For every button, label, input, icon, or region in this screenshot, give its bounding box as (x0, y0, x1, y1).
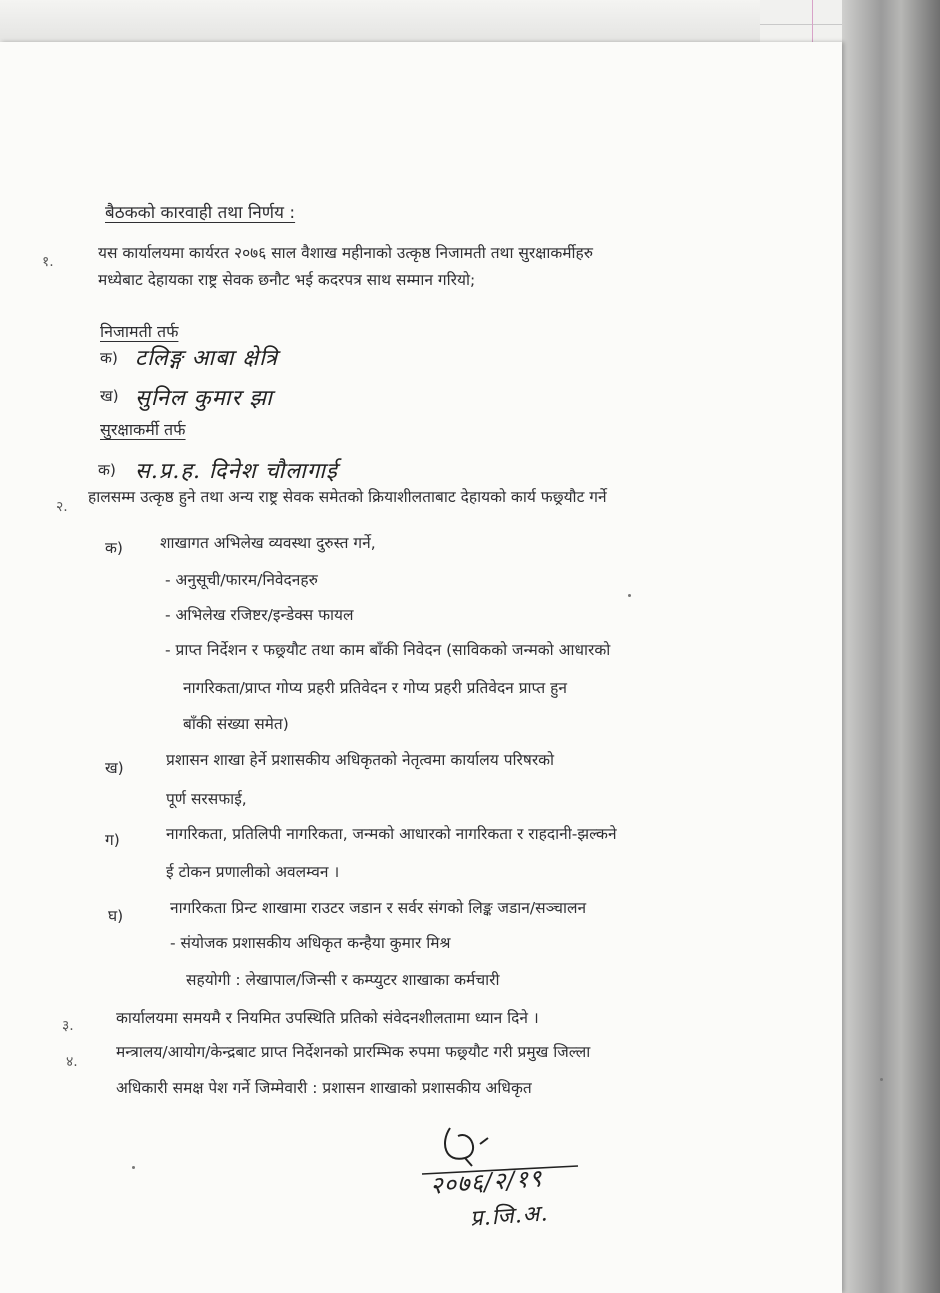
security-a-marker: क) (98, 461, 116, 479)
item-2-kha-line-1: प्रशासन शाखा हेर्ने प्रशासकीय अधिकृतको नेतृत्वमा कार्यालय परिषरको (166, 751, 555, 769)
item-4-line-1: मन्त्रालय/आयोग/केन्द्रबाट प्राप्त निर्देशनको प्रारम्भिक रुपमा फछ्र्यौट गरी प्रमुख जिल्ला (116, 1043, 591, 1061)
item-2-ka-bullet-2: - अभिलेख रजिष्टर/इन्डेक्स फायल (165, 606, 354, 624)
item-4-number: ४. (66, 1054, 78, 1070)
scan-shadow-edge (842, 0, 940, 1293)
item-2-ga-line-1: नागरिकता, प्रतिलिपी नागरिकता, जन्मको आधारको नागरिकता र राहदानी-झल्कने (166, 825, 617, 843)
item-2-line-1: हालसम्म उत्कृष्ठ हुने तथा अन्य राष्ट्र सेवक समेतको क्रियाशीलताबाट देहायको कार्य फछ्र्यौट गर्ने (88, 488, 607, 506)
item-1-line-2: मध्येबाट देहायका राष्ट्र सेवक छनौट भई कदरपत्र साथ सम्मान गरियो; (98, 271, 476, 289)
civil-service-title: निजामती तर्फ (100, 322, 179, 341)
item-2-gha-line-3: सहयोगी : लेखापाल/जिन्सी र कम्प्युटर शाखाका कर्मचारी (186, 971, 500, 989)
signature-initials: प्र.जि.अ. (469, 1201, 550, 1232)
item-3-number: ३. (62, 1018, 74, 1034)
item-2-gha-line-1: नागरिकता प्रिन्ट शाखामा राउटर जडान र सर्वर संगको लिङ्क जडान/सञ्चालन (170, 899, 587, 917)
item-2-kha-marker: ख) (105, 759, 124, 777)
civil-b-marker: ख) (100, 387, 119, 405)
item-2-ka-bullet-3-line-1: - प्राप्त निर्देशन र फछ्र्यौट तथा काम बाँकी निवेदन (साविकको जन्मको आधारको (165, 641, 611, 659)
item-2-ka-bullet-3-line-2: नागरिकता/प्राप्त गोप्य प्रहरी प्रतिवेदन र गोप्य प्रहरी प्रतिवेदन प्राप्त हुन (183, 679, 567, 697)
item-2-ga-line-2: ई टोकन प्रणालीको अवलम्वन । (166, 863, 340, 881)
minutes-heading: बैठकको कारवाही तथा निर्णय : (105, 203, 296, 223)
scan-speck (132, 1166, 135, 1169)
item-2-gha-marker: घ) (108, 907, 124, 925)
item-2-ka-text: शाखागत अभिलेख व्यवस्था दुरुस्त गर्ने, (160, 534, 376, 552)
civil-a-handwritten-name: टलिङ्ग आबा क्षेत्रि (135, 346, 278, 371)
civil-a-marker: क) (100, 349, 118, 367)
scan-speck (628, 594, 631, 597)
item-2-ka-marker: क) (105, 539, 123, 557)
item-4-line-2: अधिकारी समक्ष पेश गर्ने जिम्मेवारी : प्रशासन शाखाको प्रशासकीय अधिकृत (116, 1079, 532, 1097)
signature-date: २०७६/२/१९ (429, 1164, 544, 1200)
civil-b-handwritten-name: सुनिल कुमार झा (135, 386, 273, 411)
item-1-number: १. (42, 254, 54, 270)
item-2-ga-marker: ग) (105, 831, 120, 849)
document-page (0, 42, 842, 1293)
item-2-gha-line-2: - संयोजक प्रशासकीय अधिकृत कन्हैया कुमार मिश्र (170, 934, 451, 952)
item-2-ka-bullet-1: - अनुसूची/फारम/निवेदनहरु (165, 571, 318, 589)
security-title: सुरक्षाकर्मी तर्फ (100, 420, 186, 439)
item-2-kha-line-2: पूर्ण सरसफाई, (166, 790, 247, 808)
item-2-number: २. (56, 499, 68, 515)
security-a-handwritten-name: स.प्र.ह. दिनेश चौलागाई (135, 459, 338, 484)
item-2-ka-bullet-3-line-3: बाँकी संख्या समेत) (183, 715, 289, 733)
item-1-line-1: यस कार्यालयमा कार्यरत २०७६ साल वैशाख महीनाको उत्कृष्ठ निजामती तथा सुरक्षाकर्मीहरु (98, 244, 594, 262)
scan-speck (880, 1078, 883, 1081)
item-3-text: कार्यालयमा समयमै र नियमित उपस्थिति प्रतिको संवेदनशीलतामा ध्यान दिने । (116, 1009, 539, 1027)
